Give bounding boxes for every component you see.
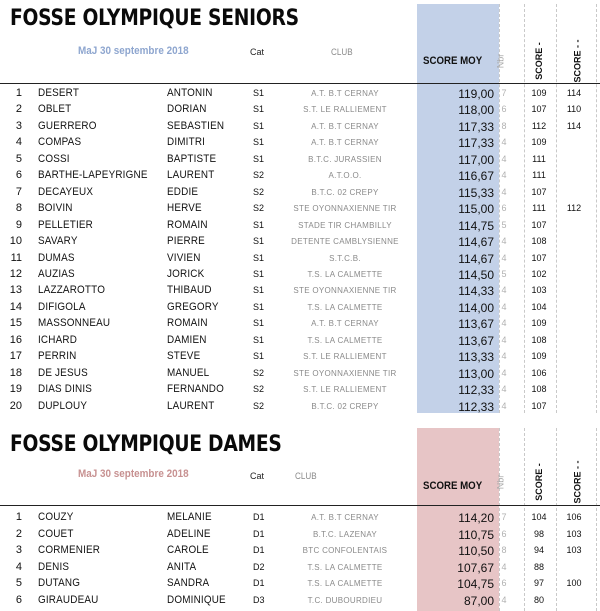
first-name-cell: VIVIEN [167,251,201,264]
category-cell: S1 [253,301,265,312]
score-a-cell: 107 [531,104,547,115]
club-cell: B.T.C. 02 CREPY [311,401,379,411]
score-moy-cell: 110,75 [458,527,494,542]
nbr-cell: 4 [501,153,507,164]
club-cell: A.T. B.T CERNAY [311,513,379,522]
first-name-cell: MELANIE [167,511,212,523]
nbr-cell: 7 [501,512,507,522]
rank-cell: 7 [15,185,22,198]
category-cell: D1 [253,578,265,588]
nbr-cell: 4 [501,318,507,329]
score-moy-cell: 119,00 [458,87,494,101]
club-cell: STE OYONNAXIENNE TIR [293,286,397,296]
nbr-cell: 8 [501,545,507,555]
score-a-cell: 109 [531,318,547,329]
nbr-cell: 4 [501,285,507,296]
nbr-cell: 4 [501,561,507,572]
first-name-cell: PIERRE [167,235,205,248]
last-name-cell: SAVARY [38,235,78,248]
club-cell: S.T.C.B. [329,253,361,263]
score-a-cell: 98 [533,528,544,539]
nbr-cell: 4 [501,137,507,148]
first-name-cell: DORIAN [167,103,207,116]
category-cell: S2 [253,170,265,181]
score-b-cell: 106 [566,512,582,522]
category-cell: D1 [253,512,265,522]
score-moy-cell: 110,50 [458,544,494,558]
header-score-b: SCORE - - [572,39,583,83]
club-cell: T.C. DUBOURDIEU [307,595,383,605]
first-name-cell: JORICK [167,267,205,280]
nbr-cell: 4 [501,170,507,181]
last-name-cell: LAZZAROTTO [38,284,106,297]
nbr-cell: 7 [501,88,507,98]
score-b-cell: 112 [566,203,582,214]
score-moy-cell: 104,75 [457,577,494,591]
score-moy-cell: 87,00 [463,593,494,608]
last-name-cell: GUERRERO [38,119,97,132]
last-name-cell: DUPLOUY [38,399,88,412]
last-name-cell: DECAYEUX [38,185,94,198]
last-name-cell: DUMAS [38,251,75,264]
score-a-cell: 107 [531,252,547,263]
nbr-cell: 4 [501,384,507,395]
last-name-cell: DESERT [38,87,80,99]
score-a-cell: 107 [531,186,547,197]
table-row [0,397,600,416]
first-name-cell: EDDIE [167,185,199,198]
last-name-cell: PELLETIER [38,218,93,231]
score-a-cell: 112 [531,120,547,131]
nbr-cell: 4 [501,186,507,197]
nbr-cell: 5 [501,268,507,279]
category-cell: S1 [253,137,265,148]
club-cell: A.T.O.O. [328,171,362,181]
nbr-cell: 8 [501,120,507,131]
rank-cell: 3 [15,119,22,132]
seniors-title: FOSSE OLYMPIQUE SENIORS [10,6,299,31]
nbr-cell: 6 [501,528,507,539]
last-name-cell: DE JESUS [38,366,88,379]
score-a-cell: 107 [531,400,547,411]
score-moy-cell: 115,33 [458,185,494,200]
header-score-b: SCORE - - [572,460,583,504]
score-a-cell: 102 [531,268,547,279]
club-cell: S.T. LE RALLIEMENT [303,105,387,115]
header-score-a: SCORE - [533,42,544,80]
header-score-moy: SCORE MOY [423,480,483,492]
category-cell: S2 [253,400,265,411]
score-moy-cell: 117,33 [458,136,494,151]
club-cell: T.S. LA CALMETTE [307,269,383,279]
score-a-cell: 104 [531,512,547,522]
rank-cell: 15 [9,317,22,330]
first-name-cell: BAPTISTE [167,152,217,165]
nbr-cell: 4 [501,334,507,345]
header-nbr: Nbr [495,53,506,69]
nbr-cell: 4 [501,594,507,605]
score-moy-cell: 118,00 [458,103,494,118]
dames-update-date: MaJ 30 septembre 2018 [78,468,189,480]
club-cell: A.T. B.T CERNAY [311,121,379,131]
score-a-cell: 94 [533,545,544,555]
rank-cell: 2 [15,103,22,116]
last-name-cell: OBLET [38,103,72,116]
score-moy-cell: 107,67 [457,560,494,575]
first-name-cell: SANDRA [167,577,210,589]
seniors-update-date: MaJ 30 septembre 2018 [78,45,189,57]
score-b-cell: 114 [566,88,582,98]
score-moy-cell: 117,33 [458,119,494,134]
score-a-cell: 97 [533,578,544,588]
first-name-cell: HERVE [167,202,202,215]
first-name-cell: LAURENT [167,399,215,412]
rank-cell: 4 [15,560,22,573]
category-cell: S2 [253,186,265,197]
score-moy-cell: 114,33 [458,284,494,299]
table-row [0,591,600,610]
last-name-cell: COUET [38,527,74,540]
score-b-cell: 103 [566,545,582,555]
first-name-cell: ANITA [167,560,197,573]
header-cat: Cat [250,47,265,57]
score-a-cell: 109 [531,351,547,362]
nbr-cell: 4 [501,236,507,247]
category-cell: S1 [253,104,265,115]
last-name-cell: DENIS [38,560,70,573]
last-name-cell: DIFIGOLA [38,300,86,313]
rank-cell: 5 [15,152,22,165]
first-name-cell: ANTONIN [167,87,213,99]
rank-cell: 1 [15,511,22,523]
score-b-cell: 110 [566,104,582,115]
last-name-cell: COUZY [38,511,74,523]
score-moy-cell: 114,00 [458,300,494,315]
score-a-cell: 80 [533,594,544,605]
nbr-cell: 4 [501,301,507,312]
first-name-cell: GREGORY [167,300,219,313]
last-name-cell: ICHARD [38,333,78,346]
header-club: CLUB [295,471,317,481]
score-a-cell: 108 [531,384,547,395]
last-name-cell: AUZIAS [38,267,75,280]
score-moy-cell: 114,50 [458,267,494,282]
rank-cell: 11 [10,251,22,264]
nbr-cell: 4 [501,400,507,411]
category-cell: S1 [253,236,265,247]
club-cell: BTC CONFOLENTAIS [302,546,388,555]
rank-cell: 3 [15,544,22,556]
first-name-cell: ROMAIN [167,317,208,330]
club-cell: STE OYONNAXIENNE TIR [293,368,397,378]
last-name-cell: MASSONNEAU [38,317,111,330]
score-moy-cell: 113,00 [458,366,494,381]
score-moy-cell: 113,67 [458,333,494,348]
score-moy-cell: 114,67 [458,251,494,266]
club-cell: B.T.C. JURASSIEN [308,154,382,164]
rank-cell: 1 [15,87,22,99]
rank-cell: 13 [9,284,22,297]
first-name-cell: ROMAIN [167,218,208,231]
category-cell: S1 [253,88,265,98]
rank-cell: 17 [9,350,22,363]
first-name-cell: THIBAUD [167,284,212,297]
score-a-cell: 106 [531,367,547,378]
dames-title: FOSSE OLYMPIQUE DAMES [10,432,282,457]
category-cell: D3 [253,594,265,605]
score-moy-cell: 112,33 [458,383,494,398]
rank-cell: 2 [15,527,22,540]
last-name-cell: COMPAS [38,136,82,149]
club-cell: B.T.C. LAZENAY [312,529,378,539]
club-cell: A.T. B.T CERNAY [311,319,379,329]
nbr-cell: 6 [501,578,507,588]
first-name-cell: DAMIEN [167,333,207,346]
header-rule [0,505,600,506]
first-name-cell: DOMINIQUE [167,593,226,606]
score-a-cell: 103 [531,285,547,296]
nbr-cell: 5 [501,219,507,230]
nbr-cell: 6 [501,104,507,115]
club-cell: T.S. LA CALMETTE [307,302,383,312]
category-cell: S1 [253,120,265,131]
last-name-cell: CORMENIER [38,544,101,556]
category-cell: S2 [253,367,265,378]
score-b-cell: 114 [566,120,582,131]
score-a-cell: 111 [532,203,546,214]
club-cell: T.S. LA CALMETTE [307,579,383,588]
score-moy-cell: 114,75 [458,218,494,233]
category-cell: S1 [253,285,265,296]
nbr-cell: 4 [501,351,507,362]
last-name-cell: BOIVIN [38,202,73,215]
category-cell: S1 [253,334,265,345]
rank-cell: 8 [15,202,22,215]
score-b-cell: 100 [566,578,582,588]
dames-section [0,424,600,611]
header-score-a: SCORE - [533,463,544,501]
club-cell: S.T. LE RALLIEMENT [303,385,387,395]
score-moy-cell: 113,33 [458,350,494,365]
score-moy-cell: 114,20 [458,511,494,525]
nbr-cell: 4 [501,252,507,263]
rank-cell: 20 [9,399,22,412]
score-b-cell: 103 [566,528,582,539]
last-name-cell: COSSI [38,152,70,165]
club-cell: STADE TIR CHAMBILLY [298,220,392,230]
header-score-moy: SCORE MOY [423,55,483,67]
category-cell: D2 [253,561,265,572]
category-cell: S1 [253,252,265,263]
rank-cell: 16 [9,333,22,346]
last-name-cell: BARTHE-LAPEYRIGNE [38,169,148,182]
last-name-cell: GIRAUDEAU [38,593,99,606]
first-name-cell: SEBASTIEN [167,119,225,132]
rank-cell: 9 [15,218,22,231]
last-name-cell: DUTANG [38,577,81,589]
category-cell: S1 [253,268,265,279]
club-cell: DETENTE CAMBLYSIENNE [291,237,399,247]
score-a-cell: 88 [533,561,544,572]
header-nbr: Nbr [495,474,506,490]
club-cell: A.T. B.T CERNAY [311,138,379,148]
category-cell: S1 [253,219,265,230]
score-moy-cell: 116,67 [458,169,494,184]
score-moy-cell: 117,00 [458,152,494,167]
score-a-cell: 104 [531,301,547,312]
first-name-cell: ADELINE [167,527,211,540]
score-a-cell: 109 [531,137,547,148]
score-a-cell: 108 [531,236,547,247]
rank-cell: 10 [9,235,22,248]
score-moy-cell: 112,33 [458,399,494,414]
score-a-cell: 107 [531,219,547,230]
category-cell: S2 [253,384,265,395]
last-name-cell: PERRIN [38,350,77,363]
header-club: CLUB [331,47,353,57]
score-moy-cell: 115,00 [458,202,494,217]
rank-cell: 14 [9,300,22,313]
nbr-cell: 4 [501,367,507,378]
score-a-cell: 109 [531,88,547,98]
rank-cell: 4 [15,136,22,149]
category-cell: S1 [253,351,265,362]
first-name-cell: MANUEL [167,366,210,379]
score-moy-cell: 114,67 [458,235,494,250]
club-cell: S.T. LE RALLIEMENT [303,352,387,362]
score-a-cell: 111 [532,170,546,181]
club-cell: A.T. B.T CERNAY [311,89,379,98]
club-cell: B.T.C. 02 CREPY [311,187,379,197]
category-cell: S2 [253,203,265,214]
club-cell: T.S. LA CALMETTE [307,562,383,572]
club-cell: STE OYONNAXIENNE TIR [293,204,397,214]
rank-cell: 6 [15,169,22,182]
last-name-cell: DIAS DINIS [38,383,93,396]
rank-cell: 6 [15,593,22,606]
category-cell: D1 [253,528,265,539]
category-cell: S1 [253,153,265,164]
score-a-cell: 108 [531,334,547,345]
rank-cell: 19 [9,383,22,396]
nbr-cell: 6 [501,203,507,214]
first-name-cell: CAROLE [167,544,209,556]
rank-cell: 5 [15,577,22,589]
rank-cell: 12 [9,267,22,280]
category-cell: D1 [253,545,265,555]
first-name-cell: STEVE [167,350,201,363]
first-name-cell: LAURENT [167,169,215,182]
header-cat: Cat [250,471,265,481]
first-name-cell: DIMITRI [167,136,206,149]
rank-cell: 18 [9,366,22,379]
club-cell: T.S. LA CALMETTE [307,335,383,345]
first-name-cell: FERNANDO [167,383,224,396]
score-moy-cell: 113,67 [458,317,494,332]
category-cell: S1 [253,318,265,329]
score-a-cell: 111 [532,153,546,164]
